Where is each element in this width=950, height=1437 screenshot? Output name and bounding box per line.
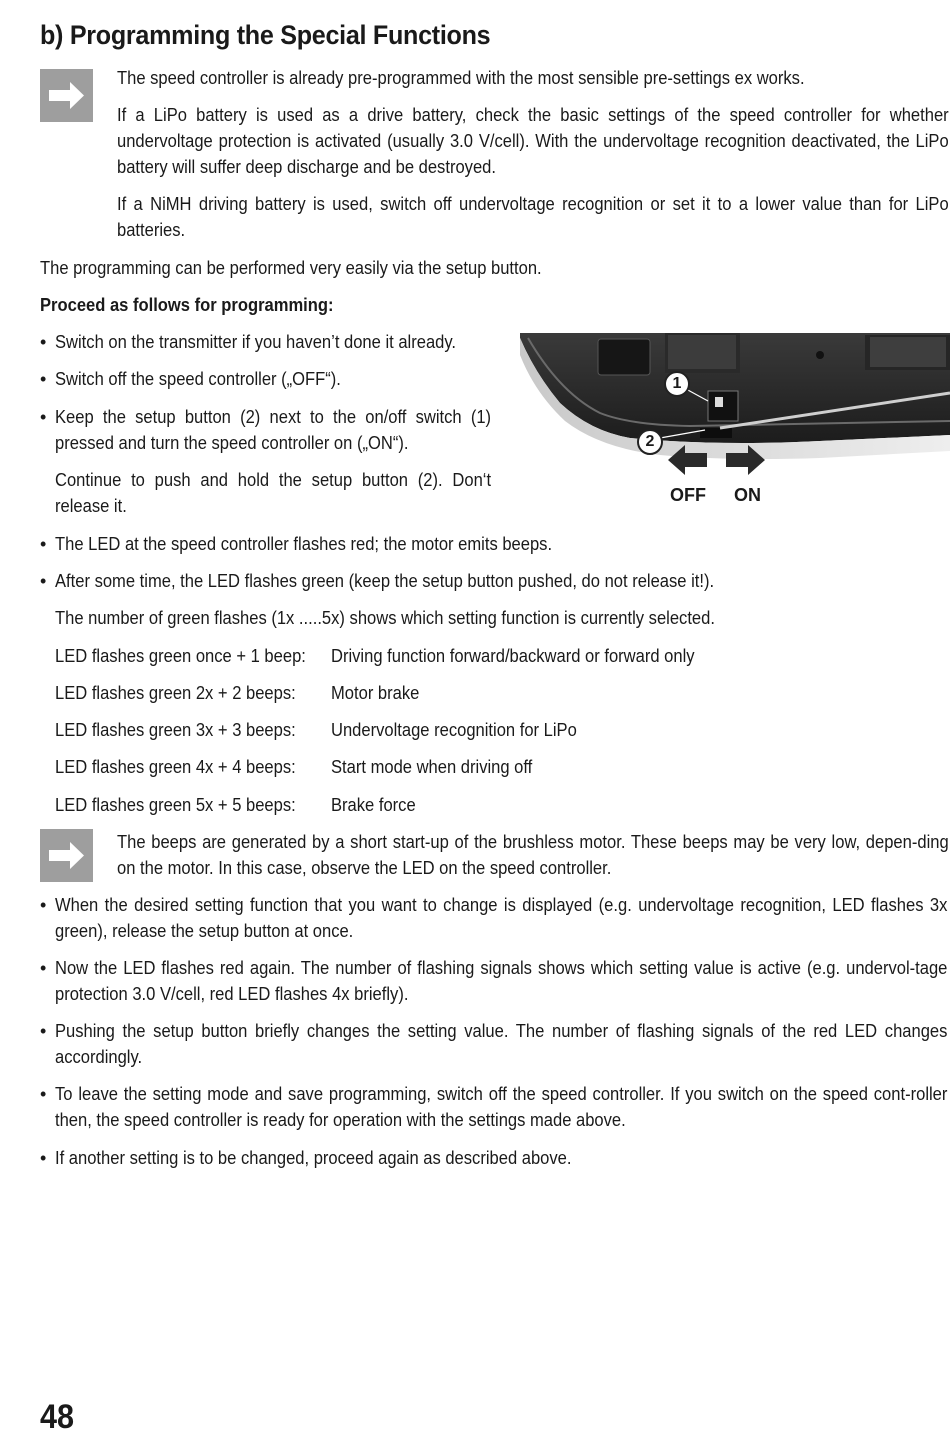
function-value: Brake force — [331, 795, 416, 815]
page-number: 48 — [40, 1398, 75, 1436]
function-label: LED flashes green 3x + 3 beeps: — [55, 720, 296, 740]
function-label: LED flashes green once + 1 beep: — [55, 646, 306, 666]
bullet-marker: • — [40, 571, 47, 591]
bullet-item: The LED at the speed controller flashes red; the motor emits beeps. — [55, 534, 553, 554]
bullet-item: Now the LED flashes red again. The number of flashing signals shows which setting value is active (e.g. undervol-tage protection 3.0 V/cell, red LED flashes 4x briefly). — [55, 958, 948, 1004]
continue-text: Continue to push and hold the setup button (2). Don‘t release it. — [55, 470, 492, 516]
function-label: LED flashes green 4x + 4 beeps: — [55, 757, 296, 777]
bullet-marker: • — [40, 895, 47, 915]
function-value: Driving function forward/backward or forward only — [331, 646, 695, 666]
bullet-item: When the desired setting function that you want to change is displayed (e.g. undervoltage recognition, LED flashes 3x green), release the setup button at once. — [55, 895, 948, 941]
bullet-marker: • — [40, 407, 47, 427]
callout-2: 2 — [637, 429, 663, 455]
bullet-marker: • — [40, 958, 47, 978]
on-label: ON — [734, 485, 761, 505]
bullet-item: After some time, the LED flashes green (keep the setup button pushed, do not release it!). — [55, 571, 715, 591]
arrow-right-icon — [40, 69, 93, 122]
off-label: OFF — [670, 485, 706, 505]
flash-info: The number of green flashes (1x .....5x) shows which setting function is currently selected. — [55, 608, 715, 628]
bullet-marker: • — [40, 332, 47, 352]
bullet-marker: • — [40, 1021, 47, 1041]
function-label: LED flashes green 5x + 5 beeps: — [55, 795, 296, 815]
bullet-item: Switch on the transmitter if you haven’t done it already. — [55, 332, 457, 352]
bullet-marker: • — [40, 369, 47, 389]
function-label: LED flashes green 2x + 2 beeps: — [55, 683, 296, 703]
bullet-item: Pushing the setup button briefly changes the setting value. The number of flashing signals of the red LED changes accordingly. — [55, 1021, 948, 1067]
speed-controller-photo — [520, 333, 950, 513]
function-value: Motor brake — [331, 683, 420, 703]
arrow-right-icon — [40, 829, 93, 882]
bullet-item: If another setting is to be changed, proceed again as described above. — [55, 1148, 572, 1168]
bullet-marker: • — [40, 534, 47, 554]
note-paragraph-1: The speed controller is already pre-programmed with the most sensible pre-settings ex works. — [117, 68, 805, 88]
bullet-marker: • — [40, 1084, 47, 1104]
bullet-item: To leave the setting mode and save programming, switch off the speed controller. If you switch on the speed cont-roller then, the speed controller is ready for operation with the settings made above. — [55, 1084, 948, 1130]
note-paragraph: The beeps are generated by a short start-up of the brushless motor. These beeps may be very low, depen-ding on the motor. In this case, observe the LED on the speed controller. — [117, 832, 949, 878]
intro-text: The programming can be performed very easily via the setup button. — [40, 258, 542, 278]
bullet-item: Switch off the speed controller („OFF“). — [55, 369, 341, 389]
note-paragraph-3: If a NiMH driving battery is used, switch off undervoltage recognition or set it to a lower value than for LiPo batteries. — [117, 194, 949, 240]
function-value: Undervoltage recognition for LiPo — [331, 720, 577, 740]
section-heading: b) Programming the Special Functions — [40, 20, 491, 50]
bullet-marker: • — [40, 1148, 47, 1168]
callout-1: 1 — [664, 371, 690, 397]
note-paragraph-2: If a LiPo battery is used as a drive battery, check the basic settings of the speed controller for whether undervoltage protection is activated (usually 3.0 V/cell). With the undervoltage recognition deactivated, the LiPo battery will suffer deep discharge and be destroyed. — [117, 105, 949, 177]
bullet-item: Keep the setup button (2) next to the on/off switch (1) pressed and turn the speed controller on („ON“). — [55, 407, 492, 453]
function-value: Start mode when driving off — [331, 757, 533, 777]
proceed-heading: Proceed as follows for programming: — [40, 295, 334, 315]
